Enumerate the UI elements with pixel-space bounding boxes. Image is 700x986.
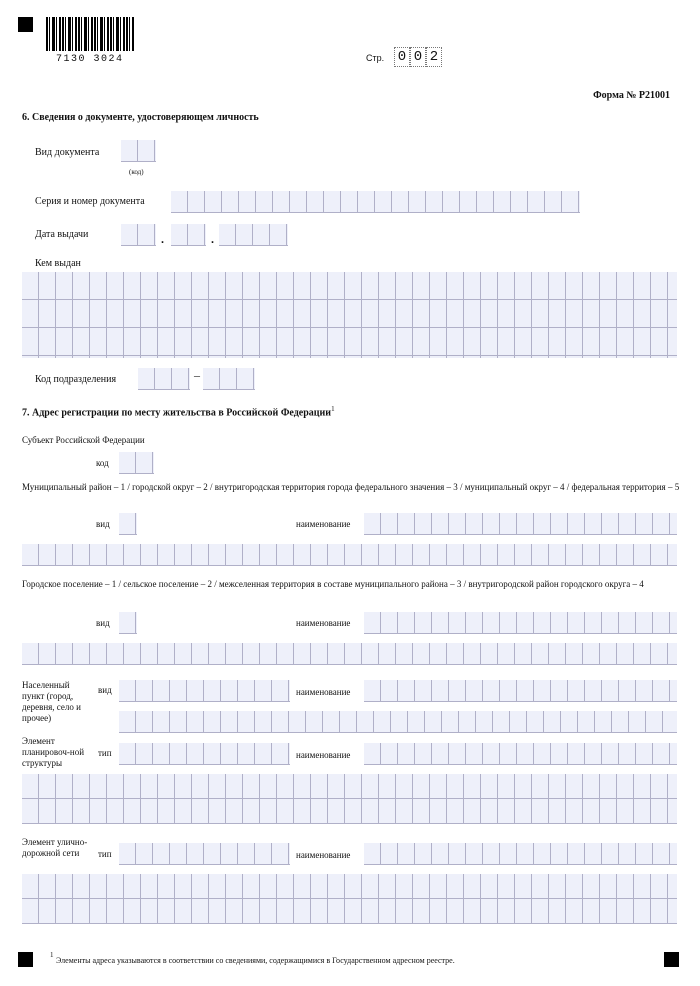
municipal-name-label: наименование <box>296 519 351 529</box>
road-name-continuation[interactable] <box>22 874 677 924</box>
settlement-name-field[interactable] <box>364 612 677 634</box>
locality-name-continuation[interactable] <box>119 711 677 733</box>
settlement-kind-label: вид <box>96 618 110 628</box>
corner-marker-bottom-left <box>18 952 33 967</box>
corner-marker-bottom-right <box>664 952 679 967</box>
series-label: Серия и номер документа <box>35 196 145 207</box>
planning-type-label: тип <box>98 748 112 758</box>
road-type-label: тип <box>98 849 112 859</box>
settlement-kind-field[interactable] <box>119 612 137 634</box>
issue-day-field[interactable] <box>121 224 156 246</box>
series-number-field[interactable] <box>171 191 580 213</box>
doc-type-hint: (код) <box>129 168 144 176</box>
locality-name-label: наименование <box>296 687 351 697</box>
locality-label: Населенный пункт (город, деревня, село и прочее) <box>22 680 81 723</box>
planning-name-field[interactable] <box>364 743 677 765</box>
issued-by-field[interactable] <box>22 272 677 358</box>
issued-by-label: Кем выдан <box>35 258 81 269</box>
planning-name-label: наименование <box>296 750 351 760</box>
corner-marker-top-left <box>18 17 33 32</box>
locality-kind-label: вид <box>98 685 112 695</box>
date-separator: . <box>161 232 164 246</box>
page-digit: 2 <box>426 47 442 67</box>
date-separator: . <box>211 232 214 246</box>
issue-month-field[interactable] <box>171 224 206 246</box>
barcode <box>46 17 134 51</box>
issue-year-field[interactable] <box>219 224 288 246</box>
doc-type-code-field[interactable] <box>121 140 156 162</box>
issue-date-label: Дата выдачи <box>35 229 89 240</box>
barcode-number: 7130 3024 <box>56 54 124 65</box>
footnote-text: Элементы адреса указываются в соответствии со сведениями, содержащимися в Государственном адресном реестре. <box>56 956 455 965</box>
road-name-field[interactable] <box>364 843 677 865</box>
municipal-kind-label: вид <box>96 519 110 529</box>
footnote-mark: 1 <box>50 951 54 959</box>
page-digit: 0 <box>410 47 426 67</box>
locality-kind-field[interactable] <box>119 680 290 702</box>
settlement-name-label: наименование <box>296 618 351 628</box>
page-number-cells <box>394 47 442 67</box>
doc-type-label: Вид документа <box>35 147 100 158</box>
planning-name-continuation[interactable] <box>22 774 677 824</box>
code-label: код <box>96 458 109 468</box>
division-code-part1-field[interactable] <box>138 368 190 390</box>
division-code-label: Код подразделения <box>35 374 117 385</box>
municipal-note: Муниципальный район – 1 / городской округ – 2 / внутригородская территория города федерального значения – 3 / муниципальный округ – 4 / федеральная территория – 5 <box>22 482 680 492</box>
municipal-name-continuation[interactable] <box>22 544 677 566</box>
subject-code-field[interactable] <box>119 452 154 474</box>
planning-type-field[interactable] <box>119 743 290 765</box>
settlement-name-continuation[interactable] <box>22 643 677 665</box>
form-number: Форма № Р21001 <box>593 90 670 101</box>
division-code-part2-field[interactable] <box>203 368 255 390</box>
locality-name-field[interactable] <box>364 680 677 702</box>
road-name-label: наименование <box>296 850 351 860</box>
section-7-title: 7. Адрес регистрации по месту жительства в Российской Федерации$^1$ <box>22 405 335 419</box>
settlement-note: Городское поселение – 1 / сельское поселение – 2 / межселенная территория в составе муниципального района – 3 / внутригородской район городского округа – 4 <box>22 579 644 589</box>
division-separator: – <box>194 368 200 382</box>
page-label: Стр. <box>366 53 385 63</box>
municipal-name-field[interactable] <box>364 513 677 535</box>
road-type-field[interactable] <box>119 843 290 865</box>
road-element-label: Элемент улично-дорожной сети <box>22 837 88 858</box>
subject-label: Субъект Российской Федерации <box>22 435 145 445</box>
page-digit: 0 <box>394 47 410 67</box>
section-6-title: 6. Сведения о документе, удостоверяющем личность <box>22 112 259 123</box>
planning-element-label: Элемент планировоч-ной структуры <box>22 736 85 768</box>
municipal-kind-field[interactable] <box>119 513 137 535</box>
